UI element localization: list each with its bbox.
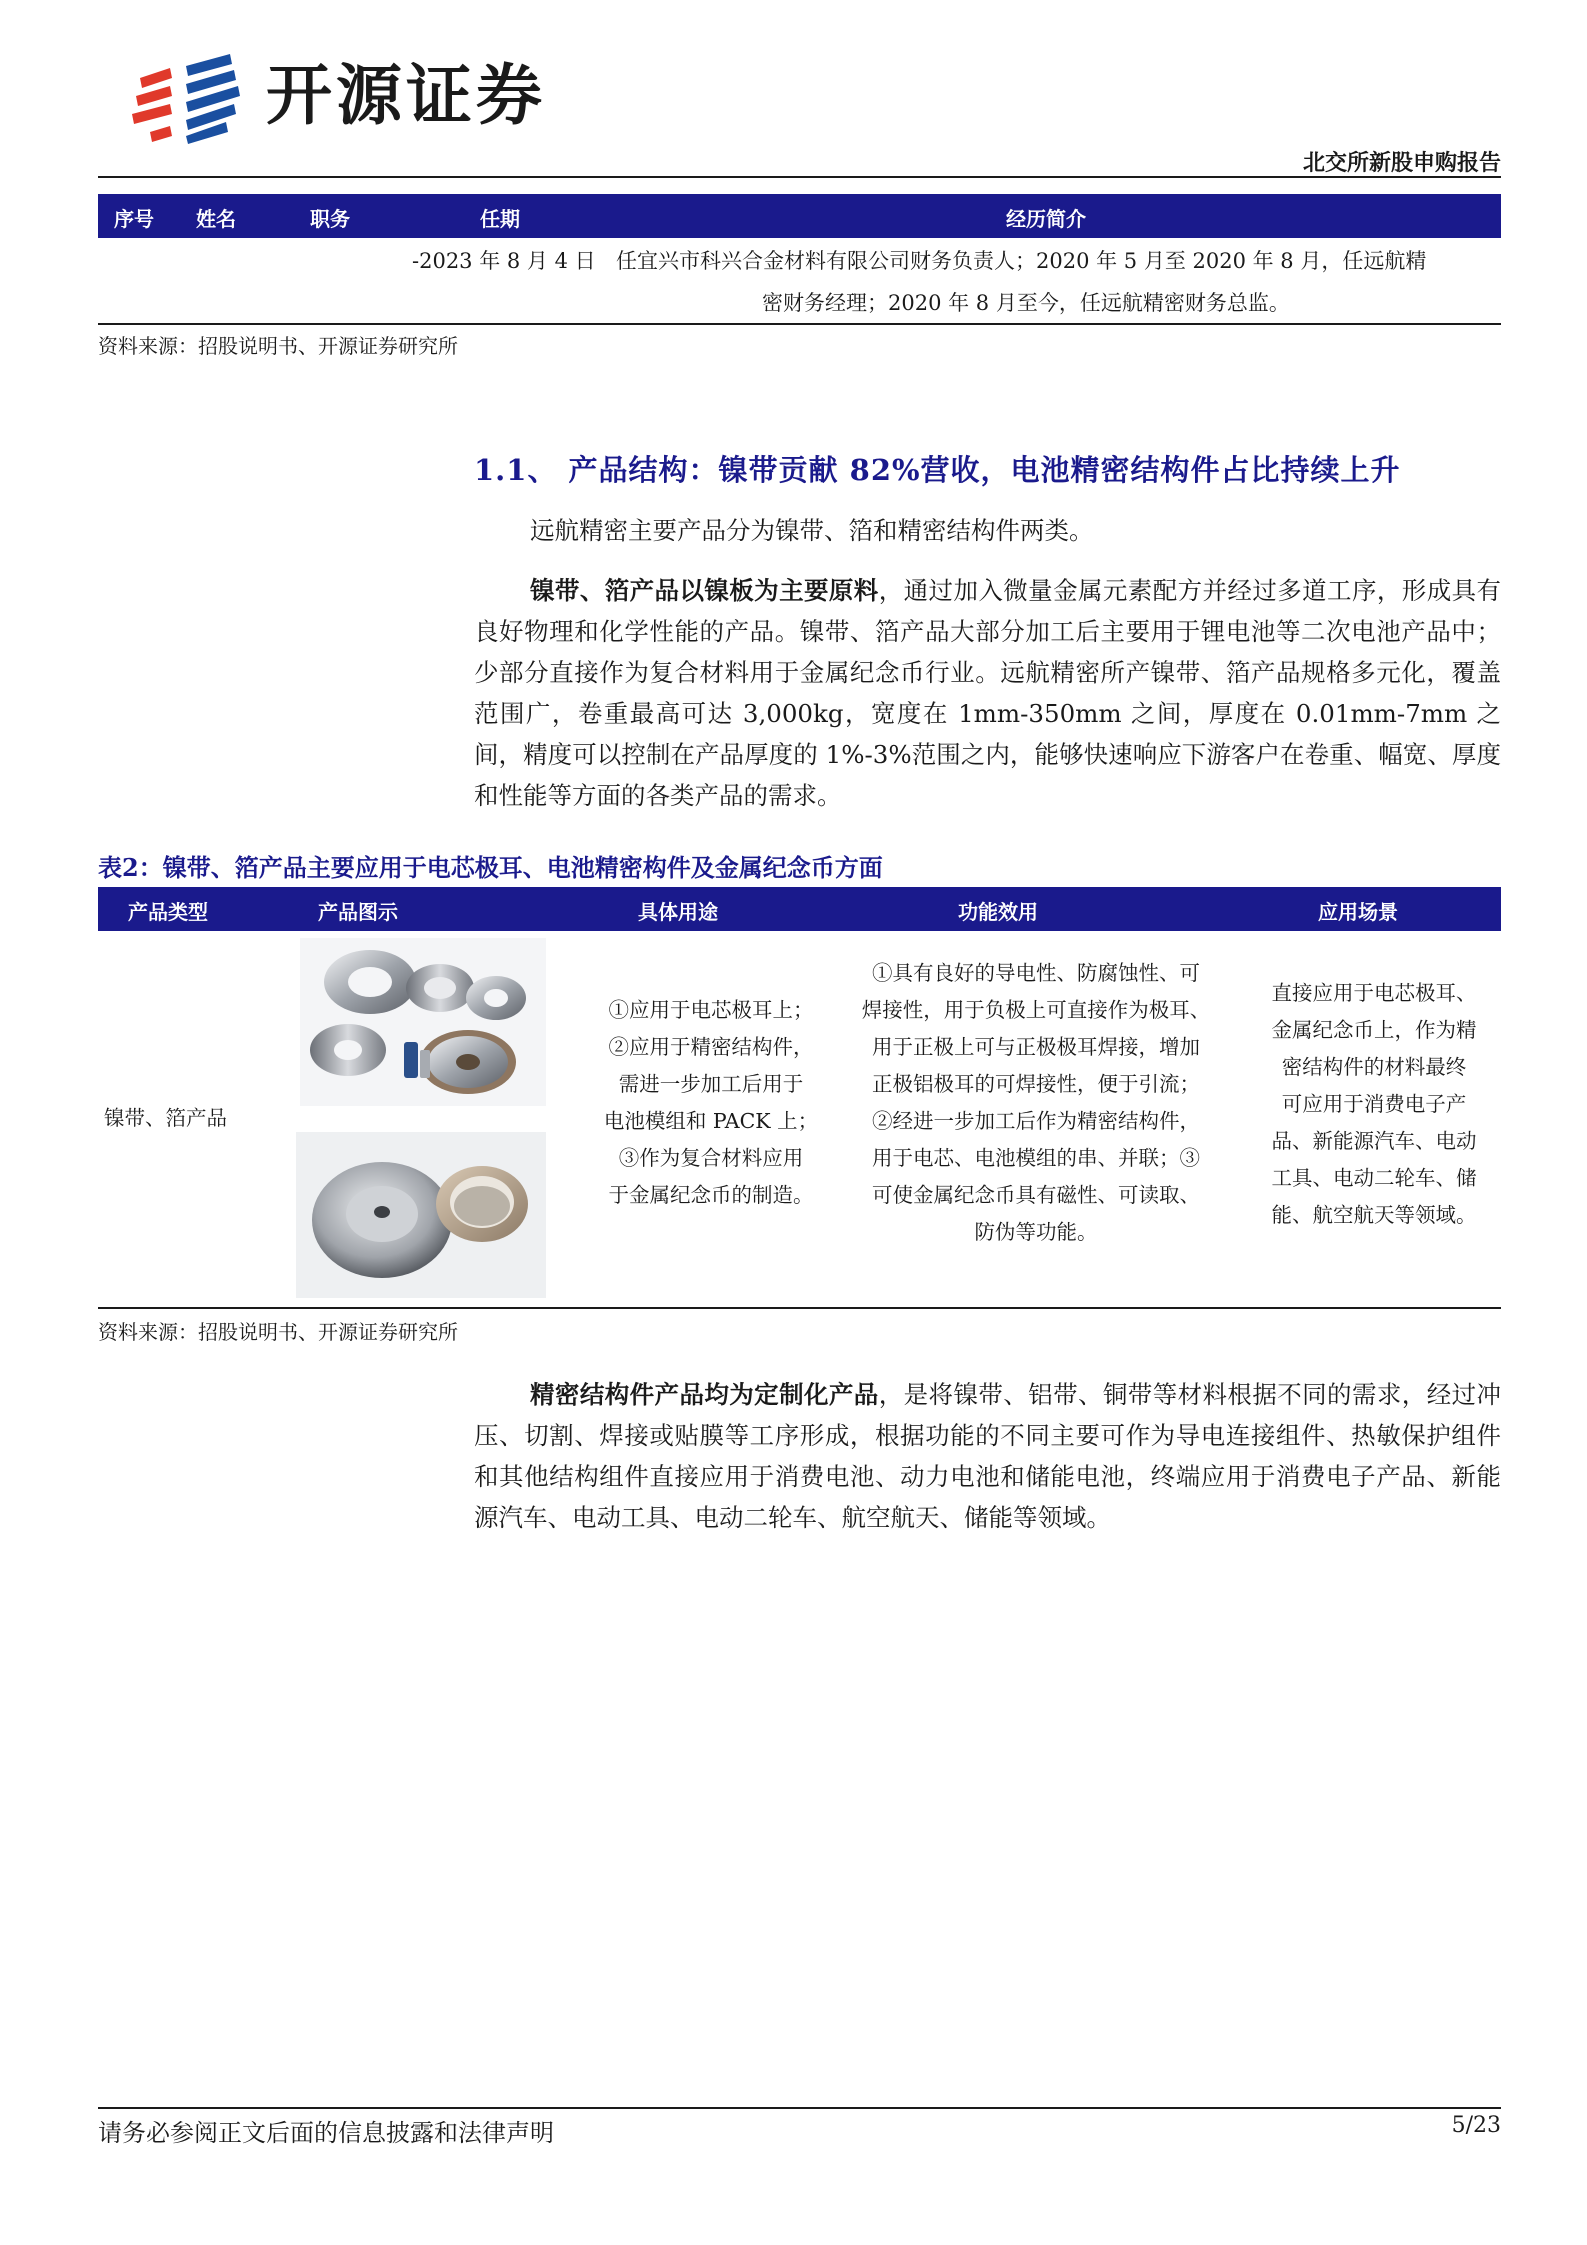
paragraph-precision-parts-lead: 精密结构件产品均为定制化产品 [530, 1380, 879, 1409]
function-line: 用于电芯、电池模组的串、并联；③ [872, 1146, 1200, 1170]
table2-title: 表2：镍带、箔产品主要应用于电芯极耳、电池精密构件及金属纪念币方面 [98, 853, 883, 882]
table2-col-image: 产品图示 [318, 900, 398, 924]
usage-line: 需进一步加工后用于 [618, 1072, 804, 1096]
table2-product-type: 镍带、箔产品 [104, 1106, 227, 1130]
header-divider [98, 176, 1501, 178]
table1-bio-line-2: 密财务经理；2020 年 8 月至今，任远航精密财务总监。 [762, 291, 1290, 315]
table2-function-cell [836, 955, 1236, 1251]
table2-col-type: 产品类型 [128, 900, 208, 924]
precision-rings-icon [296, 1132, 546, 1298]
brand-name: 开源证券 [266, 57, 546, 134]
section-title: 1.1、 产品结构：镍带贡献 82%营收，电池精密结构件占比持续上升 [474, 453, 1401, 487]
logo-mark-icon [130, 48, 260, 144]
scene-line: 直接应用于电芯极耳、 [1271, 981, 1477, 1005]
footer-disclaimer: 请务必参阅正文后面的信息披露和法律声明 [98, 2119, 554, 2147]
function-line: 正极铝极耳的可焊接性，便于引流； [872, 1072, 1200, 1096]
table2-scene-cell [1244, 975, 1504, 1234]
table1-bio-line-1: 任宜兴市科兴合金材料有限公司财务负责人；2020 年 5 月至 2020 年 8 月，任远航精 [616, 249, 1427, 273]
report-type: 北交所新股申购报告 [1302, 151, 1501, 176]
scene-line: 可应用于消费电子产 [1281, 1092, 1467, 1116]
table2-col-scene: 应用场景 [1318, 900, 1398, 924]
table2-bottom-rule [98, 1307, 1501, 1309]
table1-term-cell: -2023 年 8 月 4 日 [412, 249, 596, 273]
table2-usage-cell [576, 992, 846, 1214]
table2-header [98, 887, 1501, 931]
table2-col-function: 功能效用 [958, 900, 1038, 924]
paragraph-precision-parts [474, 1374, 1501, 1538]
product-photo-precision-parts [296, 1132, 546, 1298]
function-line: 焊接性，用于负极上可直接作为极耳、 [861, 998, 1211, 1022]
brand-logo [130, 48, 600, 144]
table2-col-usage: 具体用途 [638, 900, 718, 924]
paragraph-precision-parts-body: ，是将镍带、铝带、铜带等材料根据不同的需求，经过冲压、切割、焊接或贴膜等工序形成，根据功能的不同主要可作为导电连接组件、热敏保护组件和其他结构组件直接应用于消费电池、动力电池和储能电池，终端应用于消费电子产品、新能源汽车、电动工具、电动二轮车、航空航天、储能等领域。 [474, 1380, 1502, 1532]
scene-line: 金属纪念币上，作为精 [1271, 1018, 1477, 1042]
table1-col-term: 任期 [480, 207, 520, 231]
paragraph-nickel-strip-lead: 镍带、箔产品以镍板为主要原料 [530, 576, 879, 605]
scene-line: 密结构件的材料最终 [1281, 1055, 1467, 1079]
function-line: 防伪等功能。 [974, 1220, 1098, 1244]
usage-line: ②应用于精密结构件， [608, 1035, 814, 1059]
table1-header [98, 194, 1501, 238]
function-line: 可使金属纪念币具有磁性、可读取、 [872, 1183, 1200, 1207]
scene-line: 工具、电动二轮车、储 [1271, 1166, 1477, 1190]
product-photo-nickel-strip [300, 938, 546, 1106]
scene-line: 品、新能源汽车、电动 [1271, 1129, 1477, 1153]
usage-line: 于金属纪念币的制造。 [608, 1183, 814, 1207]
usage-line: 电池模组和 PACK 上； [603, 1109, 819, 1133]
function-line: ①具有良好的导电性、防腐蚀性、可 [872, 961, 1200, 985]
table1-bottom-rule [98, 323, 1501, 325]
nickel-strip-coils-icon [300, 938, 546, 1106]
table1-col-title: 职务 [310, 207, 350, 231]
page-number: 5/23 [1451, 2113, 1501, 2138]
paragraph-nickel-strip [474, 570, 1501, 816]
usage-line: ③作为复合材料应用 [618, 1146, 804, 1170]
table1-col-index: 序号 [114, 207, 154, 231]
scene-line: 能、航空航天等领域。 [1271, 1203, 1477, 1227]
usage-line: ①应用于电芯极耳上； [608, 998, 814, 1022]
table2-source: 资料来源：招股说明书、开源证券研究所 [98, 1320, 458, 1344]
table1-col-name: 姓名 [196, 207, 236, 231]
footer-divider [98, 2107, 1501, 2109]
paragraph-intro: 远航精密主要产品分为镍带、箔和精密结构件两类。 [530, 516, 1094, 545]
function-line: 用于正极上可与正极极耳焊接，增加 [872, 1035, 1200, 1059]
function-line: ②经进一步加工后作为精密结构件， [872, 1109, 1200, 1133]
paragraph-nickel-strip-body: ，通过加入微量金属元素配方并经过多道工序，形成具有良好物理和化学性能的产品。镍带、箔产品大部分加工后主要用于锂电池等二次电池产品中；少部分直接作为复合材料用于金属纪念币行业。远航精密所产镍带、箔产品规格多元化，覆盖范围广，卷重最高可达 3,000kg，宽度在 1mm-350mm 之间，厚度在 0.01mm-7mm 之间，精度可以控制在产品厚度的 1%-3%范围之内，能够快速响应下游客户在卷重、幅宽、厚度和性能等方面的各类产品的需求。 [474, 576, 1502, 810]
table1-col-bio: 经历简介 [1006, 207, 1086, 231]
table1-source: 资料来源：招股说明书、开源证券研究所 [98, 334, 458, 358]
